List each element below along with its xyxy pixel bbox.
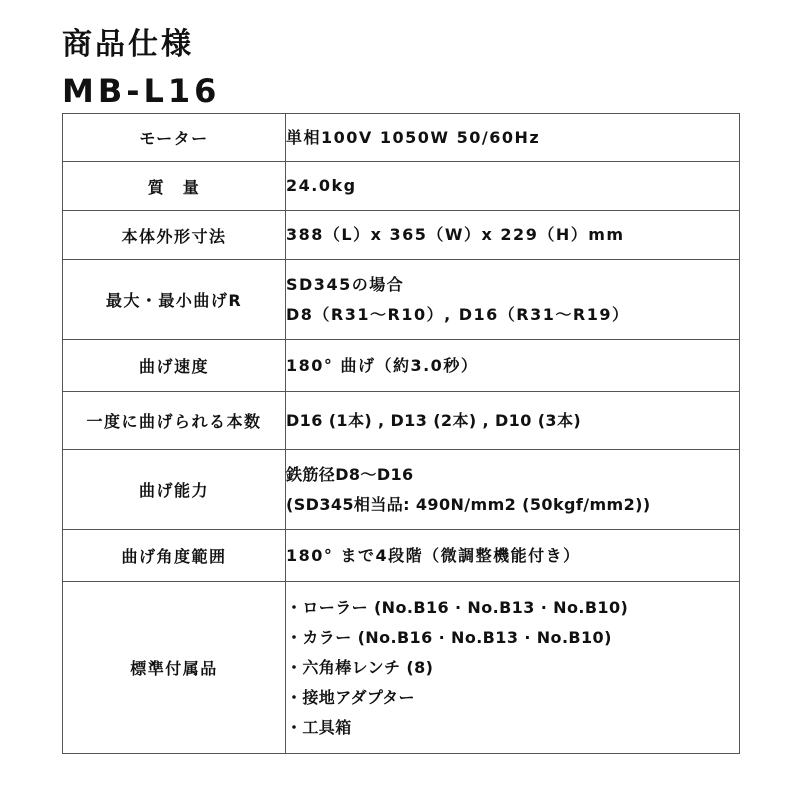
- page-title: 商品仕様: [62, 27, 194, 62]
- spec-row-bend-radius: [63, 260, 740, 340]
- spec-value-line: D16 (1本) , D13 (2本) , D10 (3本): [286, 410, 582, 430]
- spec-label: 標準付属品: [63, 582, 286, 754]
- accessory-item: ・六角棒レンチ (8): [286, 657, 434, 677]
- spec-value: [286, 260, 740, 340]
- spec-value-line: 388（L）x 365（W）x 229（H）mm: [286, 225, 625, 244]
- spec-value-line: D8（R31～R10）, D16（R31～R19）: [286, 304, 630, 324]
- spec-value: [286, 114, 740, 162]
- spec-value: [286, 340, 740, 392]
- spec-value-line: 180° まで4段階（微調整機能付き）: [286, 545, 581, 565]
- spec-row-bar-count: [63, 392, 740, 450]
- spec-label: 一度に曲げられる本数: [63, 392, 286, 450]
- spec-value-line: 180° 曲げ（約3.0秒）: [286, 355, 479, 375]
- spec-value: [286, 530, 740, 582]
- spec-row-bend-capacity: [63, 450, 740, 530]
- spec-table: [62, 113, 740, 754]
- spec-label: 曲げ能力: [63, 450, 286, 530]
- accessory-item: ・ローラー (No.B16 · No.B13 · No.B10): [286, 597, 629, 617]
- accessory-item: ・カラー (No.B16 · No.B13 · No.B10): [286, 627, 612, 647]
- spec-row-motor: [63, 114, 740, 162]
- spec-value: [286, 450, 740, 530]
- spec-value-line: SD345の場合: [286, 274, 405, 294]
- spec-row-bend-speed: [63, 340, 740, 392]
- spec-label: 曲げ速度: [63, 340, 286, 392]
- spec-row-weight: [63, 162, 740, 211]
- spec-value: [286, 392, 740, 450]
- model-number: MB-L16: [62, 72, 221, 110]
- accessory-item: ・接地アダプター: [286, 687, 415, 707]
- spec-label: 曲げ角度範囲: [63, 530, 286, 582]
- spec-row-bend-angle: [63, 530, 740, 582]
- title-block: [62, 26, 220, 110]
- spec-value-line: (SD345相当品: 490N/mm2 (50kgf/mm2)): [286, 494, 651, 514]
- accessory-item: ・工具箱: [286, 717, 352, 737]
- spec-row-dimensions: [63, 211, 740, 260]
- spec-value: [286, 211, 740, 260]
- spec-value: [286, 162, 740, 211]
- spec-value-line: 単相100V 1050W 50/60Hz: [286, 127, 541, 147]
- spec-value-line: 鉄筋径D8～D16: [286, 464, 414, 484]
- spec-label: 本体外形寸法: [63, 211, 286, 260]
- spec-value-line: 24.0kg: [286, 176, 357, 195]
- spec-label: モーター: [63, 114, 286, 162]
- spec-label: 質 量: [63, 162, 286, 211]
- spec-value: [286, 582, 740, 754]
- spec-row-accessories: [63, 582, 740, 754]
- spec-label: 最大・最小曲げR: [63, 260, 286, 340]
